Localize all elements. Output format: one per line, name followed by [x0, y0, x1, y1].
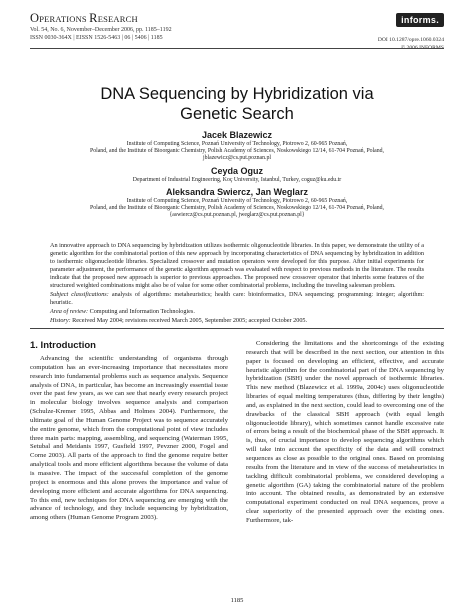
author-name: Ceyda Oguz [210, 165, 263, 176]
body-column-right [246, 340, 444, 526]
body-paragraph: Advancing the scientific understanding of organisms through computation has an ever-increasing importance that necessitates more research into fundamental problems such as sequence analysis. Sequence analysis of DNA, in particular, has become an increasingly essential issue over the past few years, as we can see that nearly every research project in molecular biology involves sequence analysis and comparison (Schulze-Kremer 1995, Abbas and Holmes 2004). Furthermore, the ultimate goal of the Human Genome Project was to sequence accurately the entire genome, which from the computational point of view includes three main parts: mapping, assembling, and sequencing (Waterman 1995, Setubal and Meidanis 1997, Gusfield 1997, Pevzner 2000, Fogel and Corne 2003). All parts of the approach to find the genome require better analytical tools and more efficient algorithms because the volume of data is massive. The impact of the successful completion of the genome project is enormous and this alone proves the importance and value of developing more efficient and accurate algorithms for DNA sequencing. To this end, new techniques for DNA sequencing are emerging with the advance of technology, and they include sequencing by hybridization, among others (Human Genome Program 2003). [30, 355, 228, 522]
author-affiliation-line: Institute of Computing Science, Poznań University of Technology, Piotrowo 2, 60-965 Poznań, [126, 141, 348, 147]
subject-classifications: Subject classifications: analysis of algorithms: metaheuristics; health care: bioinformatics, DNA sequencing; programming: integer; algorithm: heuristic. [50, 291, 424, 307]
author-affiliation-line: Poland, and the Institute of Bioorganic Chemistry, Polish Academy of Sciences, Noskowskiego 12/14, 61-704 Poznań, Poland, [90, 148, 384, 155]
issn-info: ISSN 0030-364X | EISSN 1526-5463 | 06 | 5406 | 1185 [30, 35, 163, 41]
history: History: Received May 2004; revisions received March 2005, September 2005; accepted October 2005. [50, 317, 308, 325]
publisher-header [274, 10, 444, 52]
paper-title-line-1: DNA Sequencing by Hybridization via [100, 85, 374, 103]
journal-header [30, 12, 260, 42]
journal-title-initial: O [30, 11, 40, 25]
body-paragraph: Considering the limitations and the shortcomings of the existing research that will be described in the next section, our attention in this paper is focused on developing an efficient, effective, and accurate heuristic algorithm for the combinatorial part of the DNA sequencing by hybridization (SBH) under the novel approach of isothermic libraries. This new method (Blazewicz et al. 1999a, 2004c) uses oligonucleotide libraries of equal melting temperatures (thus, differing by their lengths) and, as explained in the next section, could lead to overcoming one of the drawbacks of the classical SBH approach (with equal length oligonucleotide library), which sometimes cannot handle excessive rate of errors being a result of the biochemical phase of the SBH approach. It is, thus, of crucial importance to develop sequencing algorithms which will take into account the specificity of the data and will construct sequences as close as possible to the original ones. Based on promising results from the literature and in view of the success of metaheuristics in tackling difficult combinatorial problems, we considered developing a genetic algorithm (GA) taking the combinatorial nature of the problem into account. The obtained results, as demonstrated by an extensive computational experiment conducted on real DNA sequences, prove a clear superiority of the presented approach over the existing ones. Furthermore, tak- [246, 340, 444, 524]
page-number: 1185 [230, 597, 244, 604]
author-email: jblazewicz@cs.put.poznan.pl [203, 155, 271, 162]
abstract [50, 242, 424, 327]
copyright-info: © 2006 INFORMS [400, 44, 444, 51]
paper-title-line-2: Genetic Search [180, 105, 294, 123]
abstract-rule [30, 328, 444, 329]
journal-title [30, 12, 260, 26]
body-column-left [30, 355, 228, 523]
author-name: Aleksandra Swiercz, Jan Weglarz [166, 186, 308, 197]
author-block [30, 128, 444, 219]
author-affiliation-line: Department of Industrial Engineering, Koç University, Istanbul, Turkey, coguz@ku.edu.tr [132, 176, 342, 183]
doi-info: DOI 10.1287/opre.1060.0324 [377, 37, 444, 43]
volume-info: Vol. 54, No. 6, November–December 2006, pp. 1185–1192 [30, 27, 172, 33]
informs-logo: informs. [396, 13, 444, 27]
journal-title-rest: PERATIONS [39, 14, 90, 24]
journal-title-rest-2: ESEARCH [97, 14, 138, 24]
journal-title-initial-2: R [89, 11, 98, 25]
author-affiliation-line: Poland, and the Institute of Bioorganic Chemistry, Polish Academy of Sciences, Noskowskiego 12/14, 61-704 Poznań, Poland, [90, 205, 384, 212]
paper-title [30, 84, 444, 124]
abstract-text: An innovative approach to DNA sequencing by hybridization utilizes isothermic oligonucleotide libraries. In this paper, we demonstrate the utility of a genetic algorithm for the combinatorial portion of this new approach by incorporating characteristics of DNA sequencing by hybridization in addition to isothermic oligonucleotide libraries. Specialized crossover and mutation operators were developed for this purpose. After initial experiments for parameter adjustment, the performance of the genetic algorithm approach was evaluated with respect to previous methods in the literature. The results indicate that the proposed new approach is superior to previous approaches. The proposed new crossover operator that inherits some features of the structured weighted combinations might also be of value for some other combinatorial problems, including the traveling salesman problem. [50, 242, 424, 289]
author-affiliation-line: Institute of Computing Science, Poznań University of Technology, Piotrowo 2, 60-965 Poznań, [126, 197, 348, 204]
author-email: {aswiercz@cs.put.poznan.pl, jweglarz@cs.put.poznan.pl} [169, 212, 305, 219]
section-heading: 1. Introduction [30, 340, 96, 351]
area-of-review: Area of review: Computing and Information Technologies. [50, 308, 195, 316]
author-name: Jacek Blazewicz [201, 130, 273, 140]
header-rule [30, 48, 444, 49]
